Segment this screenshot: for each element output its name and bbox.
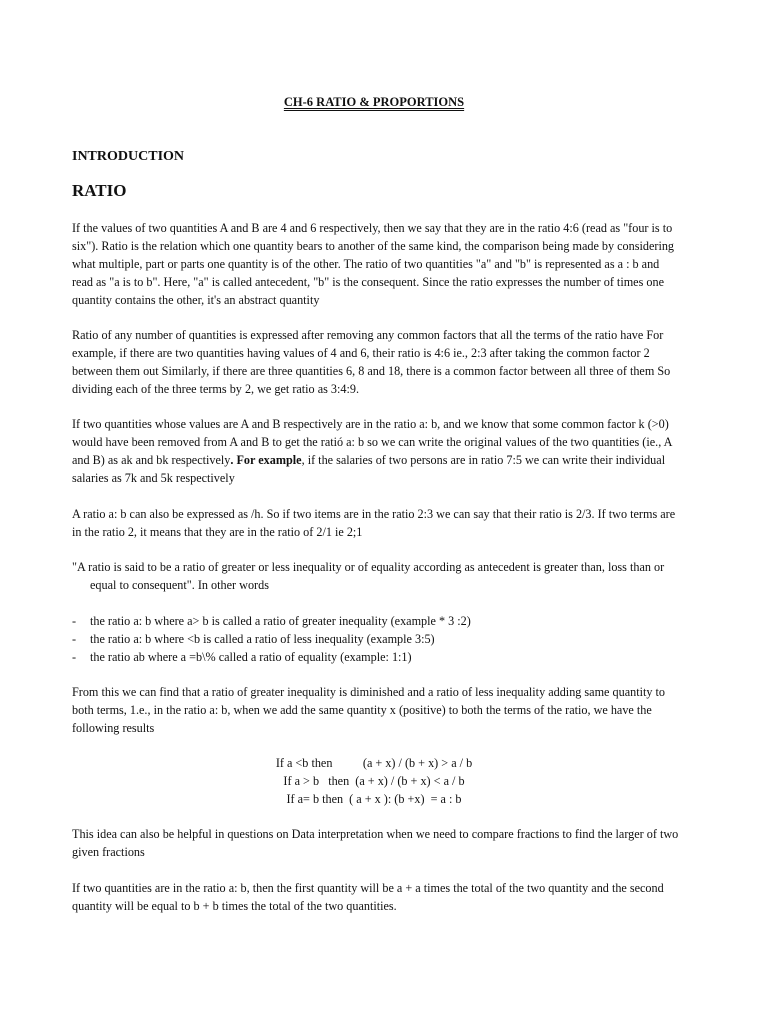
paragraph-ratio-definition: If the values of two quantities A and B are 4 and 6 respectively, then we say that they are in the ratio 4:6 (read as "four is to six"). Ratio is the relation which one quantity bears to another of the same kind, the comparison being made by considering what multiple, part or parts one quantity is of the other. The ratio of two quantities "a" and "b" is represented as a : b and read as "a is to b". Here, "a" is called antecedent, "b" is the consequent. Since the ratio expresses the number of times one quantity contains the other, it's an abstract quantity	[72, 221, 675, 307]
paragraph-ratio-as-fraction: A ratio a: b can also be expressed as /h. So if two items are in the ratio 2:3 we can say that their ratio is 2/3. If two terms are in the ratio 2, it means that they are in the ratio of 2/1 ie 2;1	[72, 507, 676, 539]
paragraph-data-interpretation: This idea can also be helpful in questions on Data interpretation when we need to compare fractions to find the larger of two given fractions	[72, 827, 679, 859]
formula-line: If a <b then (a + x) / (b + x) > a / b	[275, 756, 473, 770]
heading-introduction: INTRODUCTION	[72, 149, 185, 164]
document-page	[72, 0, 700, 1024]
bullet-dash: -	[72, 650, 77, 664]
formula-line: If a= b then ( a + x ): (b +x) = a : b	[286, 792, 462, 806]
formula-block	[72, 754, 676, 808]
heading-ratio: RATIO	[72, 181, 127, 200]
list-item	[72, 612, 682, 630]
for-example-bold: . For example	[230, 453, 302, 467]
list-item-text: the ratio a: b where <b is called a ratio of less inequality (example 3:5)	[90, 632, 435, 646]
bullet-dash: -	[72, 614, 77, 628]
formula-line: If a > b then (a + x) / (b + x) < a / b	[283, 774, 465, 788]
paragraph-common-factor-k-start: If two quantities whose values are A and B respectively are in the ratio a: b, and we know that some common factor k (>0) would have been removed from A and B to get the ratió a: b so we can write the original values of the two quantities (ie., A and B) as ak and bk respectively	[72, 417, 672, 467]
bullet-dash: -	[72, 632, 77, 646]
inequality-bullet-list	[72, 612, 682, 666]
list-item-text: the ratio a: b where a> b is called a ratio of greater inequality (example * 3 :2)	[90, 614, 471, 628]
paragraph-quantity-shares: If two quantities are in the ratio a: b, then the first quantity will be a + a times the total of the two quantity and the second quantity will be equal to b + b times the total of the two quantities.	[72, 881, 664, 913]
list-item	[72, 630, 682, 648]
paragraph-adding-quantity: From this we can find that a ratio of greater inequality is diminished and a ratio of less inequality adding same quantity to both terms, 1.e., in the ratio a: b, when we add the same quantity x (positive) to both the terms of the ratio, we have the following results	[72, 685, 665, 735]
list-item	[72, 648, 682, 666]
chapter-title: CH-6 RATIO & PROPORTIONS	[283, 95, 465, 109]
paragraph-common-factor-k-end: , if the salaries of two persons are in ratio 7:5 we can write their individual salaries as 7k and 5k respectively	[72, 453, 666, 485]
paragraph-common-factors: Ratio of any number of quantities is expressed after removing any common factors that all the terms of the ratio have For example, if there are two quantities having values of 4 and 6, their ratio is 4:6 ie., 2:3 after taking the common factor 2 between them out Similarly, if there are three quantities 6, 8 and 18, there is a common factor between all three of them So dividing each of the three terms by 2, we get ratio as 3:4:9.	[72, 328, 671, 396]
quote-inequality-definition: "A ratio is said to be a ratio of greater or less inequality or of equality according as antecedent is greater than, loss than or equal to consequent". In other words	[72, 560, 665, 592]
paragraph-common-factor-k	[72, 415, 682, 487]
list-item-text: the ratio ab where a =b\% called a ratio of equality (example: 1:1)	[90, 650, 412, 664]
